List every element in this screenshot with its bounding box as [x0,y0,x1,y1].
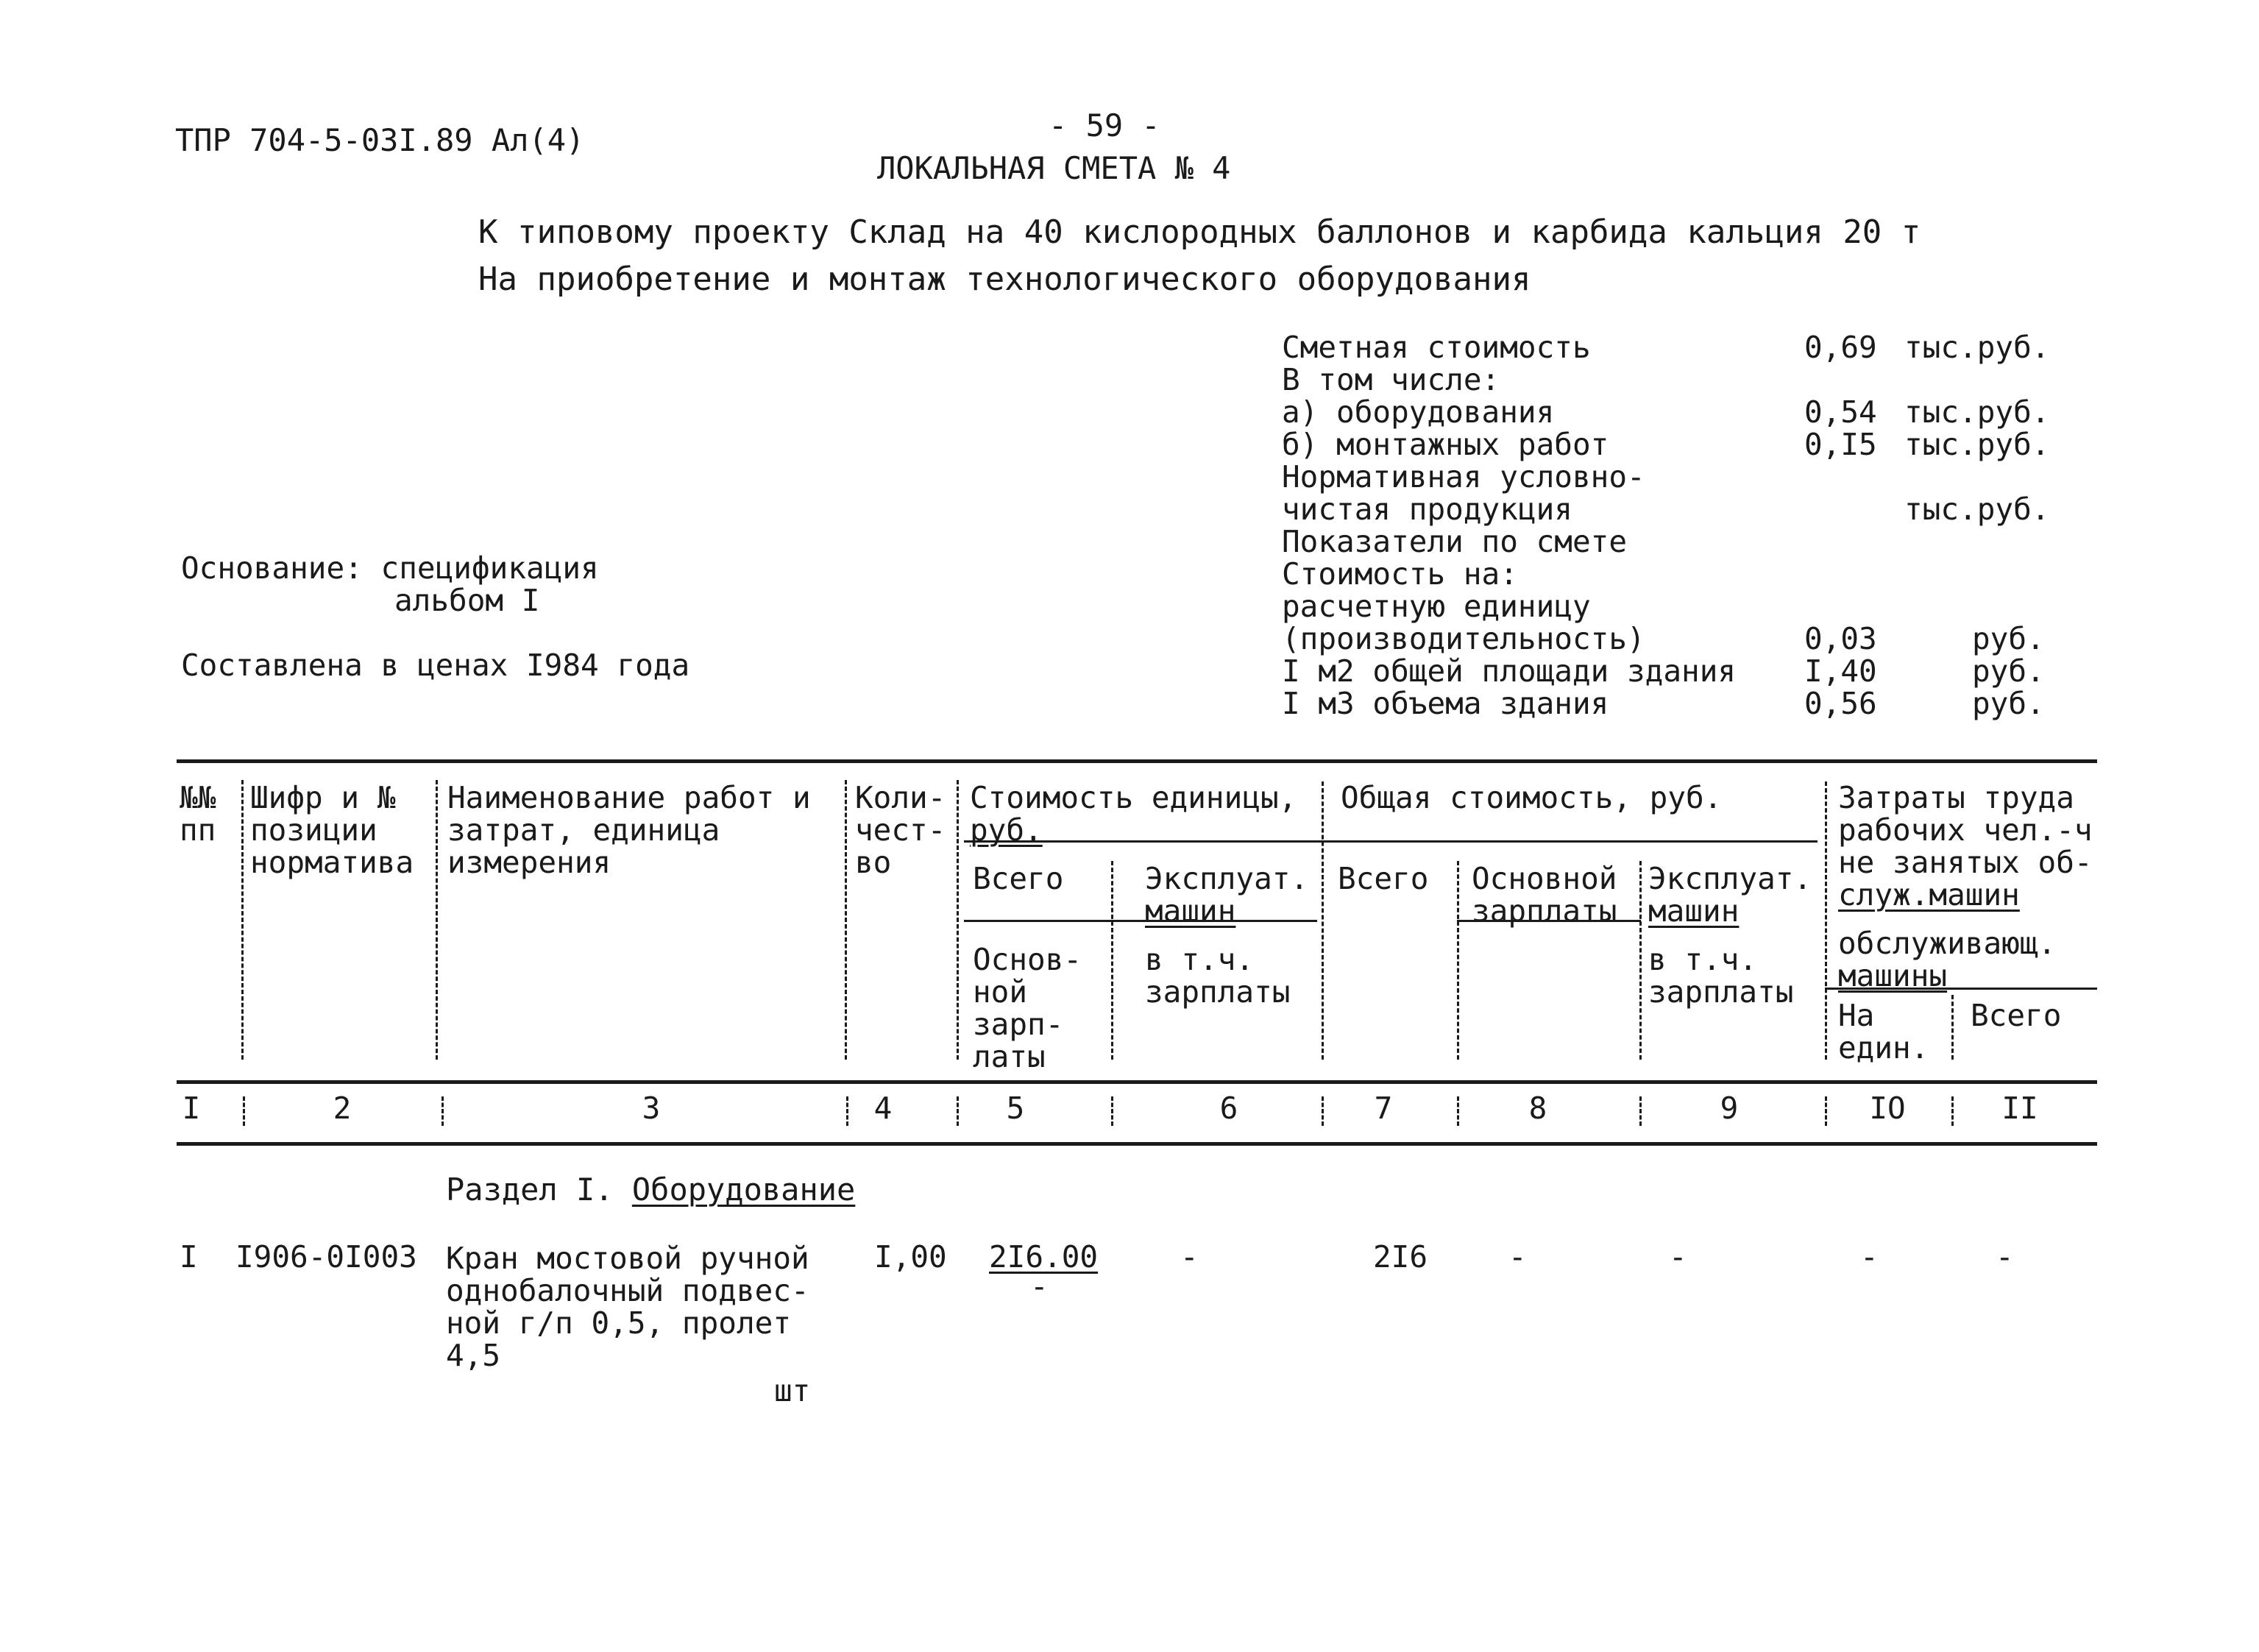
summary-unit: тыс.руб. [1904,330,2050,365]
row-name: Кран мостовой ручной однобалочный подвес- ной г/п 0,5, пролет 4,5 [446,1241,809,1373]
row-total: 2I6 [1373,1239,1428,1275]
column-divider [1639,1096,1642,1126]
row-unit-basic-wage: - [1030,1269,1049,1304]
col-header-name: Наименование работ и затрат, единица измерения [447,780,811,880]
summary-unit: руб. [1972,653,2045,689]
summary-value: 0,54 [1804,394,1877,430]
row-qty: I,00 [874,1239,947,1275]
col-header-total-cost: Общая стоимость, руб. [1341,780,1723,815]
column-divider [1111,1096,1113,1126]
col-header-uc-machines-u: машин [1145,893,1236,929]
summary-value: 0,03 [1804,621,1877,656]
summary-value: 0,69 [1804,330,1877,365]
document-title: ЛОКАЛЬНАЯ СМЕТА № 4 [877,150,1231,186]
section-heading [446,1171,856,1208]
table-top-rule [177,759,2097,763]
subject-line-2: На приобретение и монтаж технологического оборудования [478,260,1531,298]
column-divider [957,1096,959,1126]
row-labor-total: - [1996,1239,2014,1275]
basis-prices: Составлена в ценах I984 года [181,648,690,683]
column-number: 2 [333,1091,352,1126]
summary-unit: тыс.руб. [1904,427,2050,462]
section-prefix: Раздел I. [446,1171,614,1208]
column-divider [1322,1096,1324,1126]
column-number: IO [1869,1091,1906,1126]
column-divider [1825,1096,1827,1126]
column-divider [1951,1096,1954,1126]
col-header-unit-cost-rub: руб. [970,812,1043,848]
column-divider [845,780,847,1060]
column-divider [441,1096,444,1126]
col-header-tc-total: Всего [1338,861,1429,896]
col-header-tc-machines-u: машин [1648,893,1740,929]
summary-value: 0,I5 [1804,427,1877,462]
column-divider [1639,861,1642,1060]
column-number: 4 [873,1091,893,1126]
page-number: - 59 - [1049,107,1160,143]
summary-label: Нормативная условно- [1282,459,1645,494]
col-header-labor-serv-machines: машины [1838,958,1948,993]
column-number: 8 [1528,1091,1547,1126]
column-divider [1457,861,1459,1060]
row-num: I [180,1239,198,1275]
summary-label: (производительность) [1282,621,1645,656]
summary-label: чистая продукция [1282,492,1572,527]
col-header-qty: Коли- чест- во [855,780,946,880]
column-number: 9 [1720,1091,1739,1126]
summary-label: б) монтажных работ [1282,427,1609,462]
column-number: 3 [642,1091,661,1126]
summary-unit: руб. [1972,621,2045,656]
header-bottom-rule [177,1080,2097,1084]
row-unit-total: 2I6.00 [989,1239,1099,1275]
column-number: 7 [1374,1091,1393,1126]
col-header-labor-total: Всего [1971,998,2062,1033]
column-divider [957,780,959,1060]
summary-label: расчетную единицу [1282,589,1591,624]
basis-album: альбом I [394,583,540,618]
col-header-uc-basic: Основ- ной зарп- латы [973,942,1082,1074]
row-total-machines: - [1669,1239,1687,1275]
col-header-num: №№ пп [180,780,216,848]
col-header-uc-machines: Эксплуат. [1145,861,1309,896]
column-numbers-rule [177,1142,2097,1146]
column-number: I [182,1091,201,1126]
col-header-labor-per-unit: На един. [1838,998,1929,1066]
header-divider-rule [964,840,1818,843]
column-divider [1457,1096,1459,1126]
column-divider [1951,995,1954,1060]
col-header-uc-total: Всего [973,861,1064,896]
summary-unit: тыс.руб. [1904,492,2050,527]
section-name: Оборудование [631,1171,856,1208]
summary-label: I м3 объема здания [1282,686,1609,721]
column-divider [846,1096,848,1126]
header-sub-rule [964,920,1118,922]
col-header-tc-machines: Эксплуат. [1648,861,1812,896]
row-code: I906-0I003 [235,1239,417,1275]
col-header-labor: Затраты труда рабочих чел.-ч не занятых об- [1838,780,2093,880]
column-divider [1322,781,1324,1060]
column-divider [1111,861,1113,1060]
summary-label: I м2 общей площади здания [1282,653,1737,689]
summary-value: 0,56 [1804,686,1877,721]
row-unit: шт [774,1373,811,1408]
col-header-tc-basic: Основной зарплаты [1472,861,1617,929]
summary-value: I,40 [1804,653,1877,689]
column-divider [243,1096,245,1126]
col-header-labor-nonserv: служ.машин [1838,877,2020,912]
summary-label: Стоимость на: [1282,556,1518,592]
summary-label: а) оборудования [1282,394,1555,430]
row-labor-per-unit: - [1860,1239,1879,1275]
col-header-unit-cost: Стоимость единицы, [970,780,1297,815]
col-header-code: Шифр и № позиции норматива [250,780,414,880]
column-number: 6 [1219,1091,1238,1126]
subject-line-1: К типовому проекту Склад на 40 кислородных баллонов и карбида кальция 20 т [478,213,1921,251]
column-number: II [2001,1091,2038,1126]
basis-label: Основание: спецификация [181,550,599,586]
column-divider [1825,781,1827,1060]
summary-unit: руб. [1972,686,2045,721]
summary-label: Показатели по смете [1282,524,1627,559]
col-header-tc-incl: в т.ч. зарплаты [1648,942,1794,1010]
summary-label: В том числе: [1282,362,1500,397]
row-unit-machines: - [1180,1239,1199,1275]
col-header-uc-incl: в т.ч. зарплаты [1145,942,1291,1010]
column-divider [241,780,244,1060]
summary-label: Сметная стоимость [1282,330,1591,365]
column-divider [436,780,438,1060]
summary-unit: тыс.руб. [1904,394,2050,430]
column-number: 5 [1006,1091,1025,1126]
document-code: ТПР 704-5-03I.89 Ал(4) [175,122,585,158]
col-header-labor-serv: обслуживающ. [1838,926,2057,961]
row-total-basic-wage: - [1508,1239,1527,1275]
